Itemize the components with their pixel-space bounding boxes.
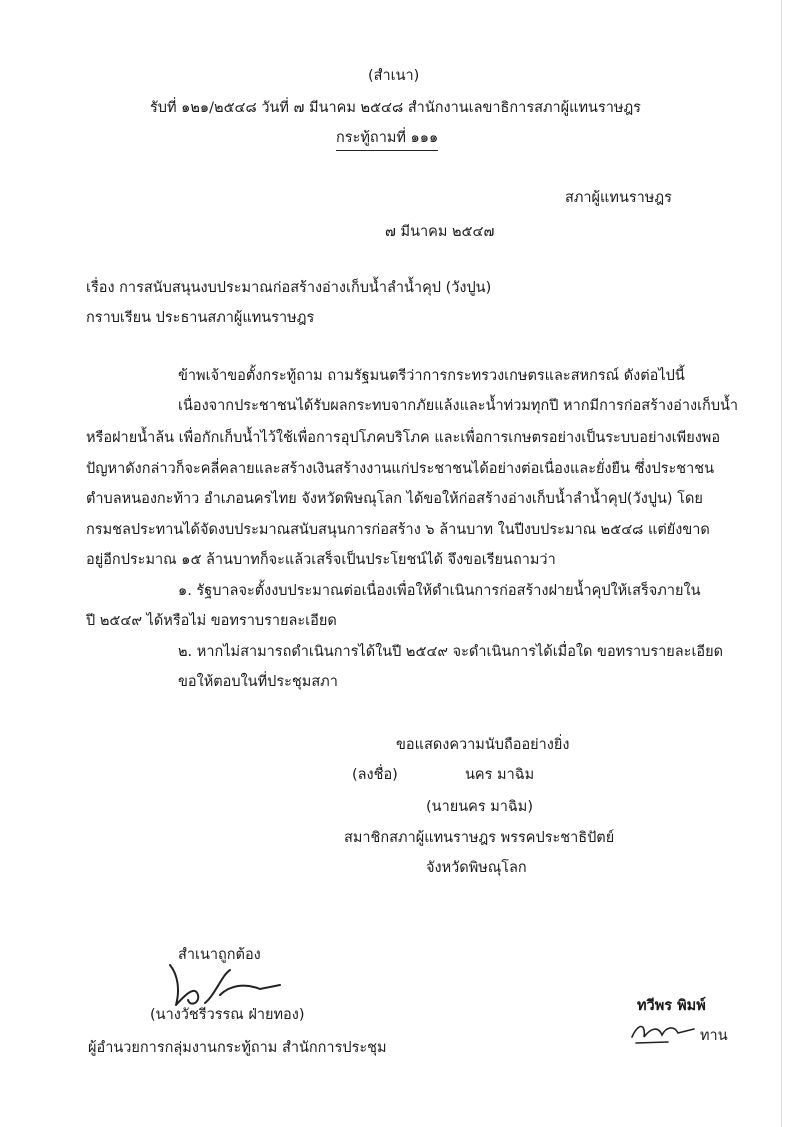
salutation-line: กราบเรียน ประธานสภาผู้แทนราษฎร <box>86 310 315 326</box>
typist-name: ทวีพร พิมพ์ <box>637 998 706 1014</box>
reviewer-label: ทาน <box>700 1028 728 1044</box>
signer-position: สมาชิกสภาผู้แทนราษฎร พรรคประชาธิปัตย์ <box>344 830 615 846</box>
organization: สภาผู้แทนราษฎร <box>565 190 672 206</box>
certifier-title: ผู้อำนวยการกลุ่มงานกระทู้ถาม สำนักการประชุม <box>88 1040 387 1056</box>
subject-line: เรื่อง การสนับสนุนงบประมาณก่อสร้างอ่างเก็บน้ำลำน้ำคุป (วังปูน) <box>86 280 492 296</box>
body-paragraph-1: ข้าพเจ้าขอตั้งกระทู้ถาม ถามรัฐมนตรีว่าการกระทรวงเกษตรและสหกรณ์ ดังต่อไปนี้ <box>178 368 685 384</box>
question-2-line: ขอให้ตอบในที่ประชุมสภา <box>178 674 338 690</box>
printed-name: (นายนคร มาฉิม) <box>426 799 534 815</box>
body-line: ปัญหาดังกล่าวก็จะคลี่คลายและสร้างเงินสร้างงานแก่ประชาชนได้อย่างต่อเนื่องและยั่งยืน ซึ่งประชาชน <box>86 461 715 477</box>
body-line: อยู่อีกประมาณ ๑๕ ล้านบาทก็จะแล้วเสร็จเป็นประโยชน์ได้ จึงขอเรียนถามว่า <box>86 552 556 568</box>
received-line: รับที่ ๑๒๑/๒๕๔๘ วันที่ ๗ มีนาคม ๒๕๔๘ สำนักงานเลขาธิการสภาผู้แทนราษฎร <box>150 100 641 116</box>
document-date: ๗ มีนาคม ๒๕๔๗ <box>385 224 495 240</box>
closing-regards: ขอแสดงความนับถืออย่างยิ่ง <box>396 737 570 753</box>
body-line: หรือฝายน้ำล้น เพื่อกักเก็บน้ำไว้ใช้เพื่อการอุปโภคบริโภค และเพื่อการเกษตรอย่างเป็นระบบอย่างเพียงพอ <box>86 430 721 446</box>
certified-copy-label: สำเนาถูกต้อง <box>178 947 261 963</box>
question-2-line: ๒. หากไม่สามารถดำเนินการได้ในปี ๒๕๔๙ จะดำเนินการได้เมื่อใด ขอทราบรายละเอียด <box>178 644 724 660</box>
question-1-line: ปี ๒๕๔๙ ได้หรือไม่ ขอทราบรายละเอียด <box>86 613 337 629</box>
signature-label: (ลงชื่อ) <box>352 767 398 783</box>
signer-province: จังหวัดพิษณุโลก <box>426 860 527 876</box>
body-line: เนื่องจากประชาชนได้รับผลกระทบจากภัยแล้งและน้ำท่วมทุกปี หากมีการก่อสร้างอ่างเก็บน้ำ <box>178 398 739 414</box>
question-1-line: ๑. รัฐบาลจะตั้งงบประมาณต่อเนื่องเพื่อให้ดำเนินการก่อสร้างฝายน้ำคุปให้เสร็จภายใน <box>178 583 701 599</box>
page-edge <box>781 0 782 1127</box>
body-line: กรมชลประทานได้จัดงบประมาณสนับสนุนการก่อสร้าง ๖ ล้านบาท ในปีงบประมาณ ๒๕๔๘ แต่ยังขาด <box>86 522 710 538</box>
reviewer-signature <box>628 1015 698 1047</box>
certifier-name: (นางวัชรีวรรณ ฝ่ายทอง) <box>150 1007 305 1023</box>
body-line: ตำบลหนองกะท้าว อำเภอนครไทย จังหวัดพิษณุโลก ได้ขอให้ก่อสร้างอ่างเก็บน้ำลำน้ำคุป(วังปูน) โดย <box>86 491 703 507</box>
copy-label: (สำเนา) <box>368 68 420 84</box>
question-number: กระทู้ถามที่ ๑๑๑ <box>336 128 438 151</box>
signature-name: นคร มาฉิม <box>465 767 535 783</box>
